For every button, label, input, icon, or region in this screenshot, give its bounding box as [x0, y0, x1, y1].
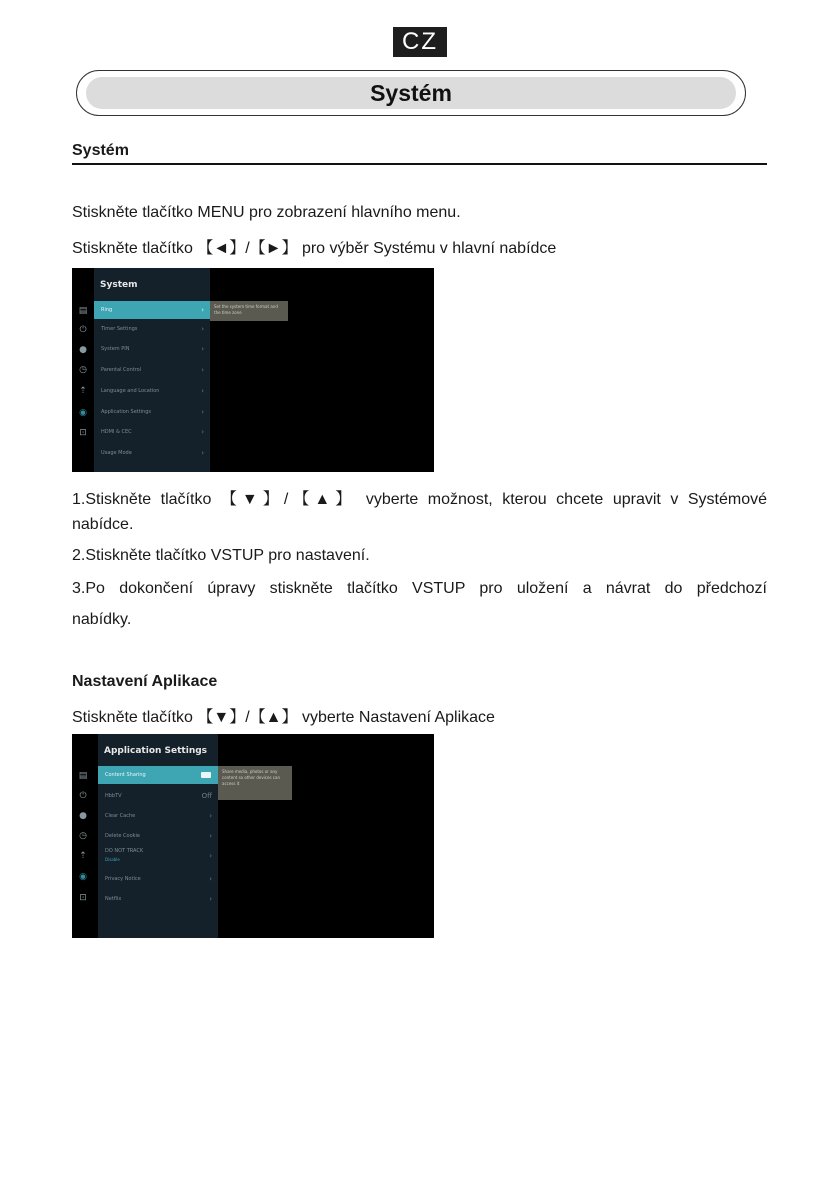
menu-item-parental-control[interactable] — [94, 361, 210, 379]
icon-bar — [72, 734, 94, 938]
menu-item-label: Delete Cookie — [105, 833, 140, 839]
menu-item-label: Application Settings — [101, 409, 152, 415]
chevron-right-icon: › — [209, 852, 212, 860]
menu-item-hdmi-cec[interactable] — [94, 423, 210, 441]
menu-item-label: DO NOT TRACK — [105, 848, 144, 854]
menu-item-ring[interactable] — [94, 301, 210, 319]
menu-item-timer-settings[interactable] — [94, 320, 210, 338]
menu-item-content-sharing[interactable] — [98, 766, 218, 784]
menu-item-label: System PIN — [101, 346, 130, 352]
menu-tooltip: Set the system time format and the time zone — [210, 301, 288, 321]
step-3-line-a: 3.Po dokončení úpravy stiskněte tlačítko VSTUP pro uložení a návrat do předchozí — [72, 580, 767, 597]
apps-icon: ◉ — [79, 408, 87, 418]
globe-icon: ● — [79, 345, 87, 355]
menu-item-hbbtv[interactable] — [98, 787, 218, 805]
menu-item-label: Content Sharing — [105, 772, 146, 778]
menu-item-label: Timer Settings — [101, 326, 138, 332]
menu-item-label: Usage Mode — [101, 450, 132, 456]
menu-item-label: Clear Cache — [105, 813, 136, 819]
chevron-right-icon: › — [201, 428, 204, 436]
chevron-right-icon: › — [201, 325, 204, 333]
menu-item-netflix[interactable] — [98, 890, 218, 908]
language-badge: CZ — [393, 27, 447, 57]
menu-icon: ▤ — [78, 306, 88, 316]
banner-title: Systém — [86, 77, 736, 109]
chevron-right-icon: › — [209, 832, 212, 840]
menu-item-label: Ring — [101, 307, 113, 313]
clock-icon: ◷ — [79, 365, 87, 375]
menu-title: System — [100, 280, 138, 290]
hbbtv-value: Off — [201, 792, 212, 800]
menu-icon: ▤ — [78, 771, 88, 781]
intro-line-2: Stiskněte tlačítko 【◄】/【►】 pro výběr Systému v hlavní nabídce — [72, 240, 557, 257]
chevron-right-icon: › — [201, 408, 204, 416]
briefcase-icon: ⊡ — [79, 893, 87, 903]
menu-item-label: HDMI & CEC — [101, 429, 132, 435]
menu-item-system-pin[interactable] — [94, 340, 210, 358]
icon-bar — [72, 268, 94, 472]
menu-item-application-settings[interactable] — [94, 403, 210, 421]
chevron-right-icon: › — [201, 345, 204, 353]
dnt-value: Disable — [105, 857, 120, 862]
apps-icon: ◉ — [79, 872, 87, 882]
chevron-right-icon: › — [201, 449, 204, 457]
application-settings-screenshot — [72, 734, 434, 938]
menu-item-label: HbbTV — [105, 793, 122, 799]
app-settings-heading: Nastavení Aplikace — [72, 673, 218, 690]
menu-item-label: Language and Location — [101, 388, 160, 394]
menu-item-label: Netflix — [105, 896, 122, 902]
menu-item-language-location[interactable] — [94, 382, 210, 400]
system-menu-screenshot — [72, 268, 434, 472]
clock-icon: ◷ — [79, 831, 87, 841]
step-1-line-a: 1.Stiskněte tlačítko 【▼】/【▲】 vyberte možnost, kterou chcete upravit v Systémové — [72, 491, 767, 508]
signal-icon: ⇡ — [79, 851, 87, 861]
menu-title: Application Settings — [104, 746, 208, 756]
chevron-right-icon: › — [209, 875, 212, 883]
section-heading: Systém — [72, 142, 767, 165]
intro-line-1: Stiskněte tlačítko MENU pro zobrazení hlavního menu. — [72, 204, 461, 221]
menu-item-label: Parental Control — [101, 367, 142, 373]
chevron-right-icon: › — [209, 812, 212, 820]
menu-item-clear-cache[interactable] — [98, 807, 218, 825]
menu-item-label: Privacy Notice — [105, 876, 141, 882]
menu-tooltip: Share media, photos or any content so other devices can access it — [218, 766, 292, 800]
chevron-right-icon: › — [201, 366, 204, 374]
chevron-right-icon: › — [209, 895, 212, 903]
toggle-switch[interactable] — [201, 772, 211, 778]
step-2: 2.Stiskněte tlačítko VSTUP pro nastavení. — [72, 547, 370, 564]
signal-icon: ⇡ — [79, 386, 87, 396]
chevron-right-icon: › — [201, 387, 204, 395]
power-icon: ⏻ — [79, 325, 87, 335]
power-icon: ⏻ — [79, 791, 87, 801]
menu-item-usage-mode[interactable] — [94, 444, 210, 462]
briefcase-icon: ⊡ — [79, 428, 87, 438]
app-settings-instruction: Stiskněte tlačítko 【▼】/【▲】 vyberte Nastavení Aplikace — [72, 709, 495, 726]
chevron-right-icon: › — [201, 306, 204, 314]
step-3-line-b: nabídky. — [72, 611, 132, 628]
menu-item-do-not-track[interactable] — [98, 847, 218, 869]
menu-item-privacy-notice[interactable] — [98, 870, 218, 888]
globe-icon: ● — [79, 811, 87, 821]
step-1-line-b: nabídce. — [72, 516, 134, 533]
